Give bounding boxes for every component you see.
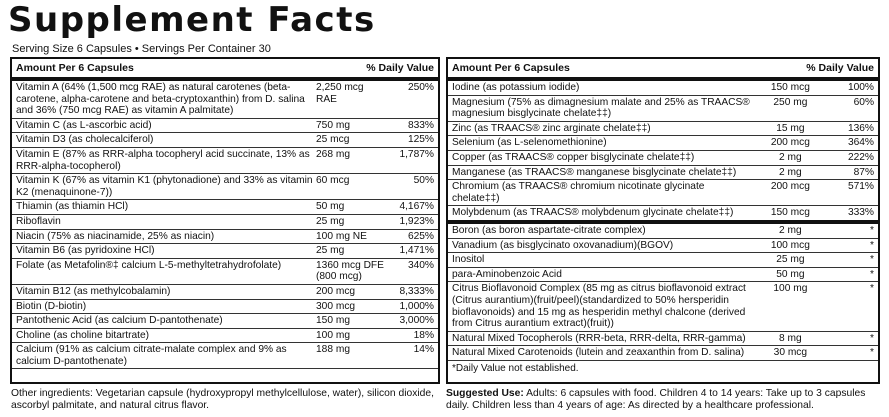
nutrient-dv: 340%	[407, 259, 434, 271]
suggested-use	[446, 388, 886, 412]
suggested-use-text: Adults: 6 capsules with food. Children 4 to 14 years: Take up to 3 capsules daily. Children less than 4 years of age: As directed by a healthcare professional.	[446, 388, 866, 411]
nutrient-name: Folate (as Metafolin®‡ calcium L-5-methyltetrahydrofolate)	[16, 259, 282, 271]
nutrient-dv: 364%	[847, 137, 874, 149]
nutrient-name: Molybdenum (as TRAACS® molybdenum glycinate chelate‡‡)	[452, 207, 734, 219]
nutrient-dv: *	[870, 254, 874, 266]
table-row	[12, 81, 438, 119]
nutrient-name: Pantothenic Acid (as calcium D-pantothenate)	[16, 315, 223, 327]
nutrient-name: Natural Mixed Carotenoids (lutein and zeaxanthin from D. salina)	[452, 347, 745, 359]
nutrient-name: Vanadium (as bisglycinato oxovanadium)(BGOV)	[452, 239, 674, 251]
table-row	[448, 122, 878, 137]
nutrient-dv: 8,333%	[399, 285, 434, 297]
nutrient-dv: 1,471%	[399, 245, 434, 257]
table-row	[448, 224, 878, 239]
nutrient-dv: 125%	[407, 134, 434, 146]
daily-value-note: *Daily Value not established.	[452, 362, 579, 374]
nutrient-amount: 60 mcg	[316, 175, 350, 187]
table-row	[12, 133, 438, 148]
nutrient-name: Niacin (75% as niacinamide, 25% as niacin)	[16, 230, 215, 242]
right-table-others	[448, 224, 878, 361]
nutrient-dv: 50%	[413, 175, 434, 187]
nutrient-amount: 100 mcg	[770, 239, 810, 251]
nutrient-dv: 3,000%	[399, 315, 434, 327]
table-row	[448, 206, 878, 224]
nutrient-amount: 30 mcg	[773, 347, 808, 359]
table-row	[12, 300, 438, 315]
nutrient-amount: 300 mcg	[316, 300, 356, 312]
nutrient-name: Selenium (as L-selenomethionine)	[452, 137, 607, 149]
nutrient-dv: 136%	[847, 122, 874, 134]
left-header	[12, 59, 438, 81]
nutrient-name: Chromium (as TRAACS® chromium nicotinate glycinate chelate‡‡)	[452, 181, 705, 204]
nutrient-name: Iodine (as potassium iodide)	[452, 82, 580, 93]
nutrient-amount: 100 mg	[316, 329, 350, 341]
nutrient-amount: 200 mcg	[770, 181, 810, 193]
nutrient-name: Copper (as TRAACS® copper bisglycinate chelate‡‡)	[452, 151, 695, 163]
table-row	[448, 282, 878, 331]
nutrient-amount: 2 mg	[779, 224, 802, 236]
nutrient-name: para-Aminobenzoic Acid	[452, 268, 562, 280]
right-table-minerals	[448, 81, 878, 224]
table-row	[12, 215, 438, 230]
nutrient-dv: *	[870, 332, 874, 344]
table-row	[12, 174, 438, 200]
nutrient-amount: 50 mg	[776, 268, 805, 280]
nutrient-name: Magnesium (75% as dimagnesium malate and 25% as TRAACS® magnesium bisglycinate chelate‡‡)	[452, 96, 750, 120]
table-row	[448, 180, 878, 206]
serving-info: Serving Size 6 Capsules • Servings Per Container 30	[12, 43, 271, 55]
nutrient-dv: 625%	[407, 230, 434, 242]
nutrient-amount: 2 mg	[779, 151, 802, 163]
nutrient-amount: 25 mcg	[316, 134, 350, 146]
nutrient-dv: *	[870, 347, 874, 359]
nutrient-amount: 268 mg	[316, 148, 350, 160]
right-panel	[446, 57, 880, 384]
nutrient-amount: 150 mcg	[770, 82, 810, 93]
nutrient-name: Citrus Bioflavonoid Complex (85 mg as citrus bioflavonoid extract (Citrus aurantium)(fruit/peel)(standardized to 50% hersperidin bioflavonoids) and 15 mg as hesperidin methyl chalcone (derived from Citrus aurantium extract)(fruit))	[452, 283, 746, 330]
table-row	[12, 343, 438, 369]
table-row	[448, 253, 878, 268]
nutrient-name: Natural Mixed Tocopherols (RRR-beta, RRR-delta, RRR-gamma)	[452, 332, 746, 344]
table-row	[448, 136, 878, 151]
nutrient-name: Manganese (as TRAACS® manganese bisglycinate chelate‡‡)	[452, 166, 737, 178]
nutrient-amount: 15 mg	[776, 122, 805, 134]
table-row	[12, 244, 438, 259]
page-title: Supplement Facts	[8, 0, 376, 40]
left-header-dv: % Daily Value	[366, 62, 434, 74]
right-header-dv: % Daily Value	[806, 62, 874, 74]
right-header-amount: Amount Per 6 Capsules	[452, 62, 570, 74]
nutrient-dv: 333%	[847, 207, 874, 219]
nutrient-name: Vitamin A (64% (1,500 mcg RAE) as natural carotenes (beta-carotene, alpha-carotene and beta-cryptoxanthin) from D. salina and 36% (750 mcg RAE) as vitamin A palmitate)	[16, 82, 305, 117]
nutrient-dv: 1,923%	[399, 215, 434, 227]
table-row	[12, 314, 438, 329]
nutrient-amount: 2 mg	[779, 166, 802, 178]
table-row	[12, 285, 438, 300]
table-row	[12, 259, 438, 285]
nutrient-dv: 1,000%	[399, 300, 434, 312]
nutrient-dv: 87%	[853, 166, 874, 178]
nutrient-amount: 200 mcg	[316, 285, 356, 297]
nutrient-name: Vitamin D3 (as cholecalciferol)	[16, 134, 154, 146]
nutrient-dv: 571%	[847, 181, 874, 193]
suggested-use-label: Suggested Use:	[446, 388, 524, 399]
nutrient-amount: 8 mg	[779, 332, 802, 344]
left-panel	[10, 57, 440, 384]
nutrient-name: Inositol	[452, 254, 485, 266]
nutrient-dv: *	[870, 268, 874, 280]
table-row	[448, 332, 878, 347]
nutrient-name: Thiamin (as thiamin HCl)	[16, 201, 129, 213]
nutrient-name: Zinc (as TRAACS® zinc arginate chelate‡‡)	[452, 122, 651, 134]
nutrient-dv: 1,787%	[399, 148, 434, 160]
table-row	[448, 96, 878, 122]
nutrient-name: Vitamin B12 (as methylcobalamin)	[16, 285, 171, 297]
nutrient-amount: 188 mg	[316, 344, 350, 356]
nutrient-dv: *	[870, 224, 874, 236]
nutrient-amount: 25 mg	[316, 215, 345, 227]
nutrient-name: Vitamin K (67% as vitamin K1 (phytonadione) and 33% as vitamin K2 (menaquinone-7))	[16, 175, 313, 198]
nutrient-name: Calcium (91% as calcium citrate-malate complex and 9% as calcium D-pantothenate)	[16, 344, 287, 367]
table-row	[448, 268, 878, 283]
nutrient-amount: 150 mg	[316, 315, 350, 327]
nutrient-amount: 100 mg NE	[316, 230, 367, 242]
table-row	[448, 166, 878, 181]
table-row	[12, 230, 438, 245]
nutrient-name: Biotin (D-biotin)	[16, 300, 87, 312]
nutrient-amount: 25 mg	[776, 254, 805, 266]
nutrient-dv: 222%	[847, 151, 874, 163]
nutrient-name: Boron (as boron aspartate-citrate complex)	[452, 224, 646, 236]
nutrient-dv: *	[870, 283, 874, 295]
table-row	[12, 200, 438, 215]
nutrient-amount: 250 mg	[773, 96, 808, 108]
nutrient-amount: 100 mg	[773, 283, 808, 295]
table-row	[12, 119, 438, 134]
nutrient-amount: 25 mg	[316, 245, 345, 257]
nutrient-amount: 50 mg	[316, 201, 345, 213]
nutrient-name: Riboflavin	[16, 215, 61, 227]
nutrient-dv: 18%	[413, 329, 434, 341]
table-row	[448, 151, 878, 166]
table-row	[448, 239, 878, 254]
table-row	[448, 81, 878, 96]
nutrient-amount: 1360 mcg DFE (800 mcg)	[316, 259, 384, 283]
nutrient-dv: *	[870, 239, 874, 251]
nutrient-amount: 2,250 mcg RAE	[316, 82, 364, 105]
nutrient-dv: 833%	[407, 119, 434, 131]
nutrient-name: Vitamin E (87% as RRR-alpha tocopheryl acid succinate, 13% as RRR-alpha-tocopherol)	[16, 148, 310, 172]
nutrient-dv: 250%	[407, 82, 434, 93]
nutrient-dv: 14%	[413, 344, 434, 356]
right-header	[448, 59, 878, 81]
nutrient-amount: 200 mcg	[770, 137, 810, 149]
nutrient-dv: 100%	[847, 82, 874, 93]
nutrient-dv: 4,167%	[399, 201, 434, 213]
table-row	[12, 329, 438, 344]
left-header-amount: Amount Per 6 Capsules	[16, 62, 134, 74]
nutrient-amount: 150 mcg	[770, 207, 810, 219]
nutrient-name: Vitamin B6 (as pyridoxine HCl)	[16, 245, 155, 257]
table-row	[12, 148, 438, 174]
other-ingredients: Other ingredients: Vegetarian capsule (hydroxypropyl methylcellulose, water), silicon dioxide, ascorbyl palmitate, and natural citrus flavor.	[11, 388, 434, 411]
left-table	[12, 81, 438, 369]
nutrient-name: Choline (as choline bitartrate)	[16, 329, 150, 341]
nutrient-dv: 60%	[853, 96, 874, 108]
nutrient-amount: 750 mg	[316, 119, 350, 131]
nutrient-name: Vitamin C (as L-ascorbic acid)	[16, 119, 152, 131]
table-row	[448, 346, 878, 361]
